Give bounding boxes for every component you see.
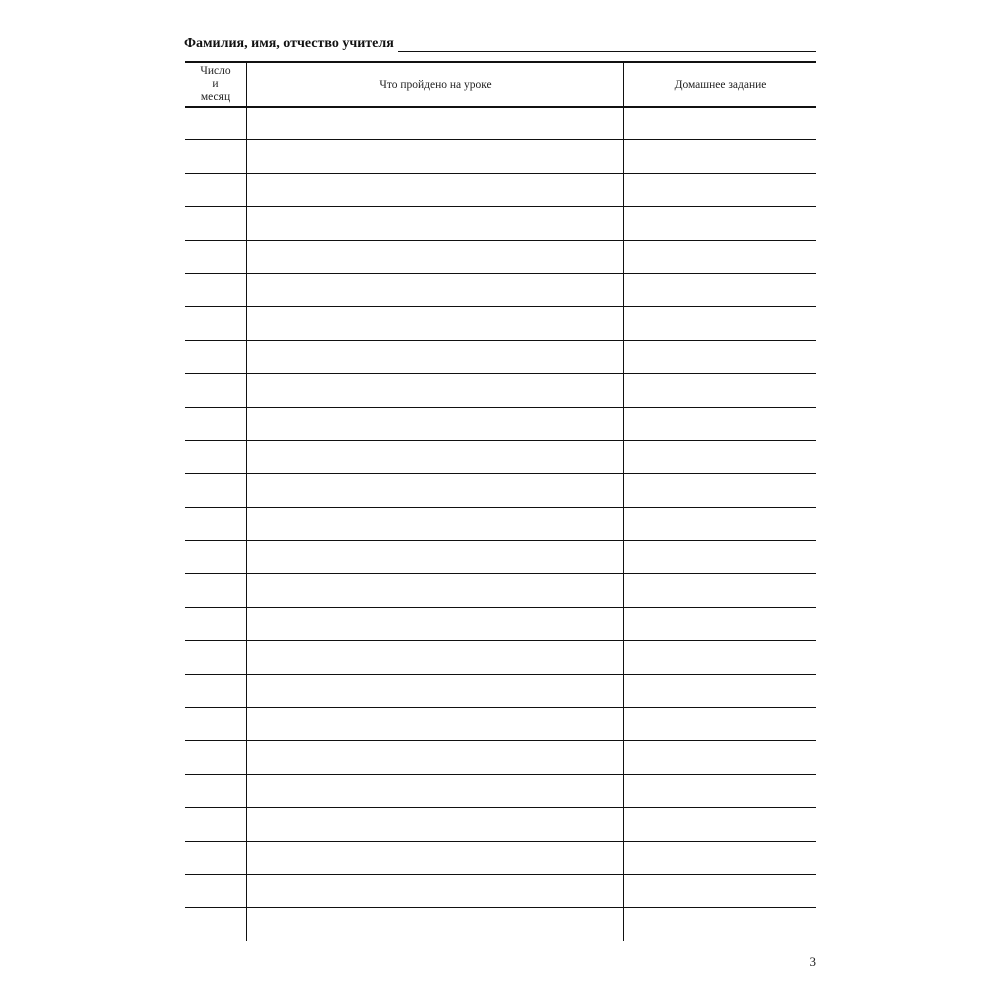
column-header-homework: Домашнее задание — [674, 78, 767, 91]
column-divider-topic — [623, 63, 624, 941]
column-divider-date — [246, 63, 247, 941]
column-header-date-line2: и — [212, 78, 219, 90]
table-row[interactable] — [185, 541, 816, 574]
table-row[interactable] — [185, 307, 816, 340]
column-header-date-line1: Число — [200, 65, 231, 77]
column-header-topic: Что пройдено на уроке — [379, 78, 492, 91]
table-row[interactable] — [185, 207, 816, 240]
table-body — [185, 107, 816, 908]
table-row[interactable] — [185, 408, 816, 441]
page-number: 3 — [809, 954, 816, 969]
table-row[interactable] — [185, 842, 816, 875]
table-row[interactable] — [185, 708, 816, 741]
lesson-journal-table — [185, 61, 816, 941]
table-row[interactable] — [185, 274, 816, 307]
column-header-date-line3: месяц — [200, 91, 231, 103]
table-header — [185, 63, 816, 108]
table-row[interactable] — [185, 675, 816, 708]
table-row[interactable] — [185, 474, 816, 507]
table-row[interactable] — [185, 741, 816, 774]
table-row[interactable] — [185, 608, 816, 641]
table-row[interactable] — [185, 341, 816, 374]
table-row[interactable] — [185, 574, 816, 607]
table-row[interactable] — [185, 641, 816, 674]
table-row[interactable] — [185, 374, 816, 407]
table-row[interactable] — [185, 241, 816, 274]
table-row[interactable] — [185, 174, 816, 207]
table-row[interactable] — [185, 875, 816, 908]
table-row[interactable] — [185, 808, 816, 841]
table-row[interactable] — [185, 140, 816, 173]
table-row[interactable] — [185, 775, 816, 808]
teacher-name-label: Фамилия, имя, отчество учителя — [184, 36, 394, 51]
column-header-date — [185, 63, 246, 106]
teacher-name-line — [184, 32, 816, 52]
teacher-name-field[interactable] — [398, 37, 816, 52]
table-row[interactable] — [185, 107, 816, 140]
table-row[interactable] — [185, 508, 816, 541]
table-row[interactable] — [185, 441, 816, 474]
